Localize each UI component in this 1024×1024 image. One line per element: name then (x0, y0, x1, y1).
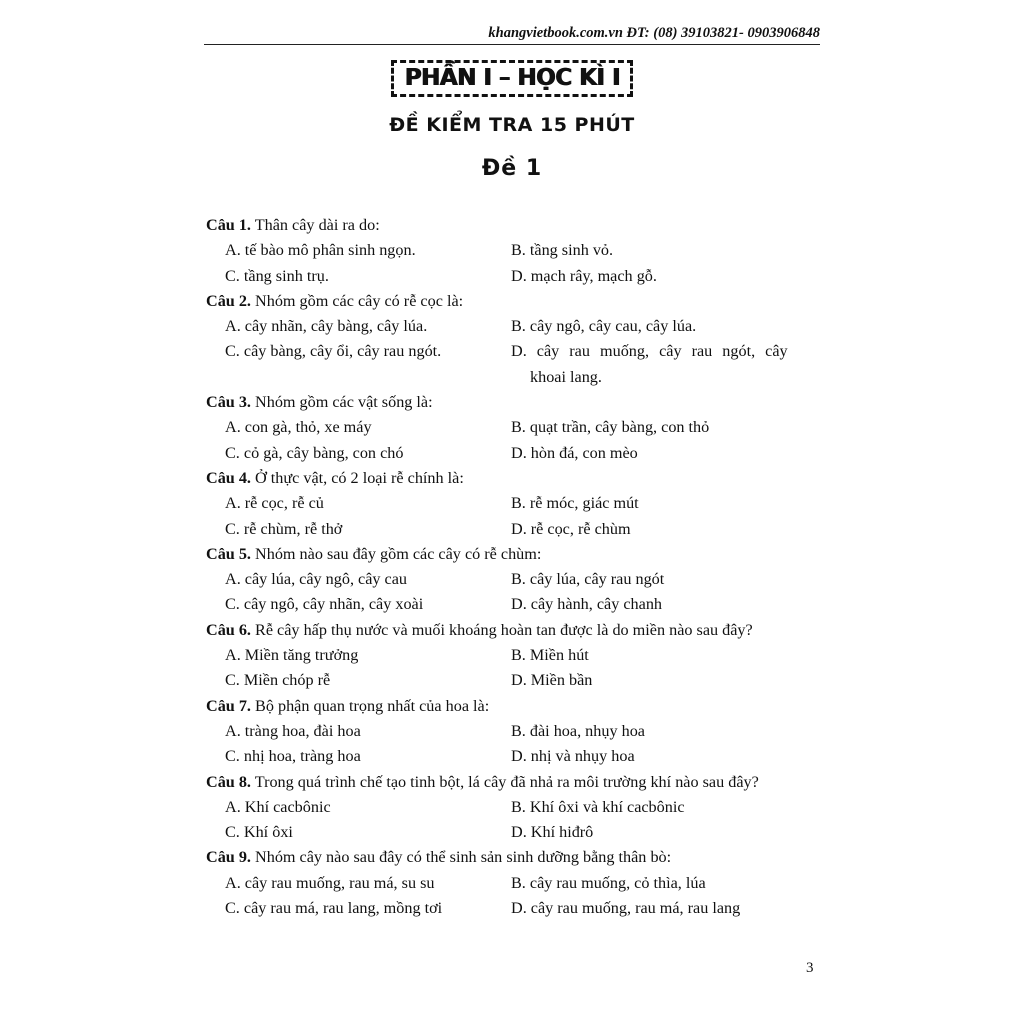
option-row (206, 744, 818, 769)
question-stem (206, 466, 818, 491)
option-row (206, 668, 818, 693)
question-text: Nhóm nào sau đây gồm các cây có rễ chùm: (255, 544, 542, 563)
option-row (206, 643, 818, 668)
option-row (206, 719, 818, 744)
question-5 (206, 542, 818, 618)
question-8 (206, 770, 818, 846)
option-d: D. cây rau muống, rau má, rau lang (511, 899, 741, 918)
question-stem (206, 770, 818, 795)
option-row (206, 441, 818, 466)
part-title-wrap (0, 60, 1024, 97)
option-b: B. tầng sinh vỏ. (511, 241, 614, 260)
option-row (206, 820, 818, 845)
option-c: C. tầng sinh trụ. (225, 266, 329, 285)
question-text: Trong quá trình chế tạo tinh bột, lá cây đã nhả ra môi trường khí nào sau đây? (254, 772, 759, 791)
question-label: Câu 6. (206, 620, 251, 639)
option-a: A. tế bào mô phân sinh ngọn. (225, 241, 416, 260)
question-text: Nhóm cây nào sau đây có thể sinh sản sinh dưỡng bằng thân bò: (255, 848, 672, 867)
option-a: A. rễ cọc, rễ củ (225, 494, 324, 513)
question-text: Bộ phận quan trọng nhất của hoa là: (255, 696, 490, 715)
question-list (206, 213, 818, 921)
question-label: Câu 4. (206, 468, 251, 487)
question-6 (206, 618, 818, 694)
option-d: D. Khí hiđrô (511, 823, 594, 842)
option-b: B. cây ngô, cây cau, cây lúa. (511, 317, 697, 336)
question-7 (206, 694, 818, 770)
option-b: B. rễ móc, giác mút (511, 494, 639, 513)
option-b: B. quạt trần, cây bàng, con thỏ (511, 418, 710, 437)
option-d: D. Miền bần (511, 671, 593, 690)
question-label: Câu 2. (206, 291, 251, 310)
page-number: 3 (806, 960, 814, 976)
question-label: Câu 9. (206, 848, 251, 867)
option-a: A. cây nhãn, cây bàng, cây lúa. (225, 317, 428, 336)
option-row (206, 491, 818, 516)
header-phone: ĐT: (08) 39103821- 0903906848 (626, 25, 820, 41)
option-c: C. nhị hoa, tràng hoa (225, 747, 361, 766)
question-stem (206, 694, 818, 719)
question-stem (206, 289, 818, 314)
header-site: khangvietbook.com.vn (488, 25, 623, 41)
question-text: Thân cây dài ra do: (254, 216, 380, 234)
option-a: A. con gà, thỏ, xe máy (225, 418, 372, 437)
option-d-text-2: khoai lang. (530, 367, 602, 386)
option-c: C. cỏ gà, cây bàng, con chó (225, 443, 404, 462)
option-row (206, 339, 818, 390)
option-a: A. Miền tăng trưởng (225, 646, 359, 665)
option-b: B. cây lúa, cây rau ngót (511, 570, 665, 589)
question-label: Câu 3. (206, 393, 251, 412)
question-text: Ở thực vật, có 2 loại rễ chính là: (255, 468, 464, 487)
option-c: C. Khí ôxi (225, 823, 293, 842)
option-row (206, 238, 818, 263)
option-a: A. cây rau muống, rau má, su su (225, 873, 435, 892)
option-a: A. Khí cacbônic (225, 797, 331, 816)
question-label: Câu 1. (206, 216, 251, 234)
question-text: Nhóm gồm các vật sống là: (255, 393, 433, 412)
option-d (511, 339, 818, 390)
option-d: D. mạch rây, mạch gỗ. (511, 266, 657, 285)
option-row (206, 795, 818, 820)
question-stem (206, 213, 818, 238)
question-label: Câu 7. (206, 696, 251, 715)
option-row (206, 517, 818, 542)
question-stem (206, 542, 818, 567)
question-3 (206, 390, 818, 466)
option-row (206, 567, 818, 592)
option-b: B. Khí ôxi và khí cacbônic (511, 797, 685, 816)
option-row (206, 592, 818, 617)
option-b: B. cây rau muống, cỏ thìa, lúa (511, 873, 706, 892)
option-a: A. tràng hoa, đài hoa (225, 721, 361, 740)
option-d: D. nhị và nhụy hoa (511, 747, 635, 766)
option-row (206, 896, 818, 921)
question-1 (206, 213, 818, 289)
option-row (206, 871, 818, 896)
option-d: D. cây hành, cây chanh (511, 595, 663, 614)
option-row (206, 264, 818, 289)
question-text: Nhóm gồm các cây có rễ cọc là: (255, 291, 464, 310)
page-header (204, 22, 820, 45)
option-b: B. Miền hút (511, 646, 589, 665)
exam-title: ĐỀ KIỂM TRA 15 PHÚT (389, 114, 635, 136)
option-c: C. Miền chóp rễ (225, 671, 331, 690)
question-stem (206, 390, 818, 415)
question-label: Câu 5. (206, 544, 251, 563)
option-c: C. cây bàng, cây ổi, cây rau ngót. (225, 342, 442, 361)
question-9 (206, 845, 818, 921)
question-stem (206, 618, 818, 643)
option-d-line-1 (511, 339, 818, 364)
option-b: B. đài hoa, nhụy hoa (511, 721, 645, 740)
option-c: C. cây ngô, cây nhãn, cây xoài (225, 595, 424, 614)
option-a: A. cây lúa, cây ngô, cây cau (225, 570, 408, 589)
exam-number: Đề 1 (481, 156, 543, 181)
option-d-text-1: D. cây rau muống, cây rau ngót, cây (511, 342, 788, 361)
option-c: C. rễ chùm, rễ thở (225, 519, 343, 538)
question-text: Rễ cây hấp thụ nước và muối khoáng hoàn tan được là do miền nào sau đây? (255, 620, 753, 639)
option-row (206, 314, 818, 339)
question-label: Câu 8. (206, 772, 251, 791)
option-d: D. hòn đá, con mèo (511, 443, 638, 462)
option-d: D. rễ cọc, rễ chùm (511, 519, 631, 538)
question-4 (206, 466, 818, 542)
option-row (206, 415, 818, 440)
option-c: C. cây rau má, rau lang, mồng tơi (225, 899, 443, 918)
question-stem (206, 845, 818, 870)
question-2 (206, 289, 818, 390)
part-title: PHẦN I – HỌC KÌ I (391, 60, 632, 97)
